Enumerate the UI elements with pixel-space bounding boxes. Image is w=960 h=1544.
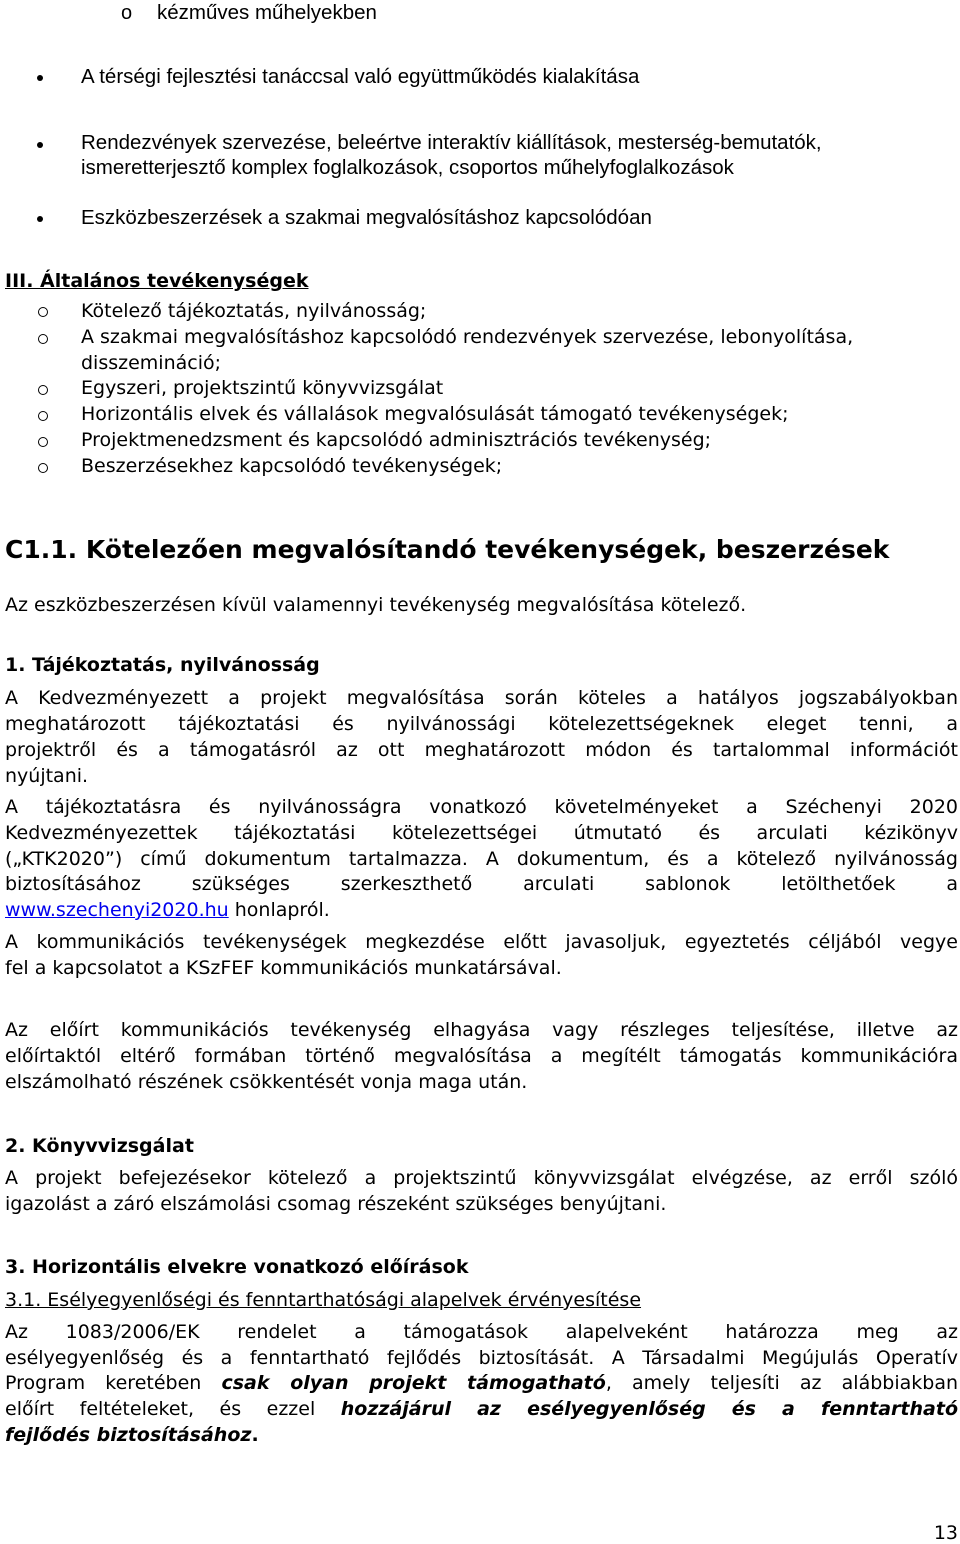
bullet-icon xyxy=(38,385,48,395)
website-link[interactable]: www.szechenyi2020.hu xyxy=(5,899,229,921)
bullet-icon xyxy=(38,411,48,421)
paragraph-line: Az 1083/2006/EK rendelet a támogatások alapelveként határozza meg az xyxy=(5,1321,958,1343)
text-run: előírt feltételeket, és ezzel xyxy=(5,1398,341,1420)
bullet-icon xyxy=(38,463,48,473)
list-item: Rendezvények szervezése, beleértve interaktív kiállítások, mesterség-bemutatók, xyxy=(81,131,822,154)
section-heading: 1. Tájékoztatás, nyilvánosság xyxy=(5,654,320,676)
list-item: Horizontális elvek és vállalások megvalósulását támogató tevékenységek; xyxy=(81,403,789,425)
list-item: A térségi fejlesztési tanáccsal való együttműködés kialakítása xyxy=(81,65,640,88)
chapter-heading: C1.1. Kötelezően megvalósítandó tevékenységek, beszerzések xyxy=(5,535,890,564)
emphasis-text: hozzájárul az esélyegyenlőség és a fenntartható xyxy=(340,1398,958,1420)
page-number: 13 xyxy=(933,1522,958,1544)
paragraph: Az eszközbeszerzésen kívül valamennyi tevékenység megvalósítása kötelező. xyxy=(5,594,747,616)
link-tail: honlapról. xyxy=(228,899,330,921)
emphasis-text: csak olyan projekt támogatható xyxy=(221,1372,606,1394)
bullet-icon xyxy=(37,142,43,148)
paragraph-line: elszámolható részének csökkentését vonja maga után. xyxy=(5,1071,528,1093)
bullet-icon xyxy=(37,216,43,222)
paragraph-line: igazolást a záró elszámolási csomag részeként szükséges benyújtani. xyxy=(5,1193,667,1215)
paragraph-line: meghatározott tájékoztatási és nyilvánossági kötelezettségeknek eleget tenni, a xyxy=(5,713,958,735)
paragraph-line: biztosításához szükséges szerkeszthető arculati sablonok letölthetőek a xyxy=(5,873,958,895)
paragraph-line: A kommunikációs tevékenységek megkezdése előtt javasoljuk, egyeztetés céljából vegye xyxy=(5,931,958,953)
text-run: , amely teljesíti az alábbiakban xyxy=(605,1372,959,1394)
emphasis-text: fejlődés biztosításához xyxy=(5,1424,252,1446)
paragraph-line xyxy=(5,1422,958,1448)
list-item-continuation: disszemináció; xyxy=(81,352,222,374)
paragraph-line xyxy=(5,1370,958,1396)
section-heading: 3. Horizontális elvekre vonatkozó előírások xyxy=(5,1256,469,1278)
paragraph-line: esélyegyenlőség és a fenntartható fejlődés biztosítását. A Társadalmi Megújulás Operatív xyxy=(5,1347,958,1369)
list-item: Kötelező tájékoztatás, nyilvánosság; xyxy=(81,300,427,322)
paragraph-line: Kedvezményezettek tájékoztatási kötelezettségei útmutató és arculati kézikönyv xyxy=(5,822,958,844)
paragraph-line: előírtaktól eltérő formában történő megvalósítása a megítélt támogatás kommunikációra xyxy=(5,1045,958,1067)
bullet-icon xyxy=(37,75,43,81)
paragraph-line: Az előírt kommunikációs tevékenység elhagyása vagy részleges teljesítése, illetve az xyxy=(5,1019,958,1041)
list-item: Projektmenedzsment és kapcsolódó adminisztrációs tevékenység; xyxy=(81,429,712,451)
text-run: Program keretében xyxy=(5,1372,222,1394)
bullet-icon xyxy=(38,334,48,344)
paragraph-line: fel a kapcsolatot a KSzFEF kommunikációs munkatársával. xyxy=(5,957,562,979)
list-item: A szakmai megvalósításhoz kapcsolódó rendezvények szervezése, lebonyolítása, xyxy=(81,326,854,348)
bullet-icon xyxy=(38,307,48,317)
section-heading: III. Általános tevékenységek xyxy=(5,270,309,292)
paragraph-line: projektről és a támogatásról az ott meghatározott módon és tartalommal információt xyxy=(5,739,958,761)
paragraph-line: („KTK2020”) című dokumentum tartalmazza. A dokumentum, és a kötelező nyilvánosság xyxy=(5,848,958,870)
subsection-heading: 3.1. Esélyegyenlőségi és fenntarthatósági alapelvek érvényesítése xyxy=(5,1289,642,1311)
paragraph-line: A tájékoztatásra és nyilvánosságra vonatkozó követelményeket a Széchenyi 2020 xyxy=(5,796,958,818)
paragraph-line xyxy=(5,897,958,923)
paragraph-line: nyújtani. xyxy=(5,765,89,787)
list-item-continuation: ismeretterjesztő komplex foglalkozások, csoportos műhelyfoglalkozások xyxy=(81,156,734,179)
sub-bullet-o: o xyxy=(121,2,133,24)
paragraph-line xyxy=(5,1396,958,1422)
paragraph-line: A projekt befejezésekor kötelező a projektszintű könyvvizsgálat elvégzése, az erről szóló xyxy=(5,1167,958,1189)
bullet-icon xyxy=(38,437,48,447)
paragraph-line: A Kedvezményezett a projekt megvalósítása során köteles a hatályos jogszabályokban xyxy=(5,687,958,709)
list-item: kézműves műhelyekben xyxy=(157,1,377,24)
text-run: . xyxy=(251,1424,259,1446)
list-item: Eszközbeszerzések a szakmai megvalósításhoz kapcsolódóan xyxy=(81,206,652,229)
section-heading: 2. Könyvvizsgálat xyxy=(5,1135,194,1157)
list-item: Beszerzésekhez kapcsolódó tevékenységek; xyxy=(81,455,503,477)
list-item: Egyszeri, projektszintű könyvvizsgálat xyxy=(81,377,444,399)
